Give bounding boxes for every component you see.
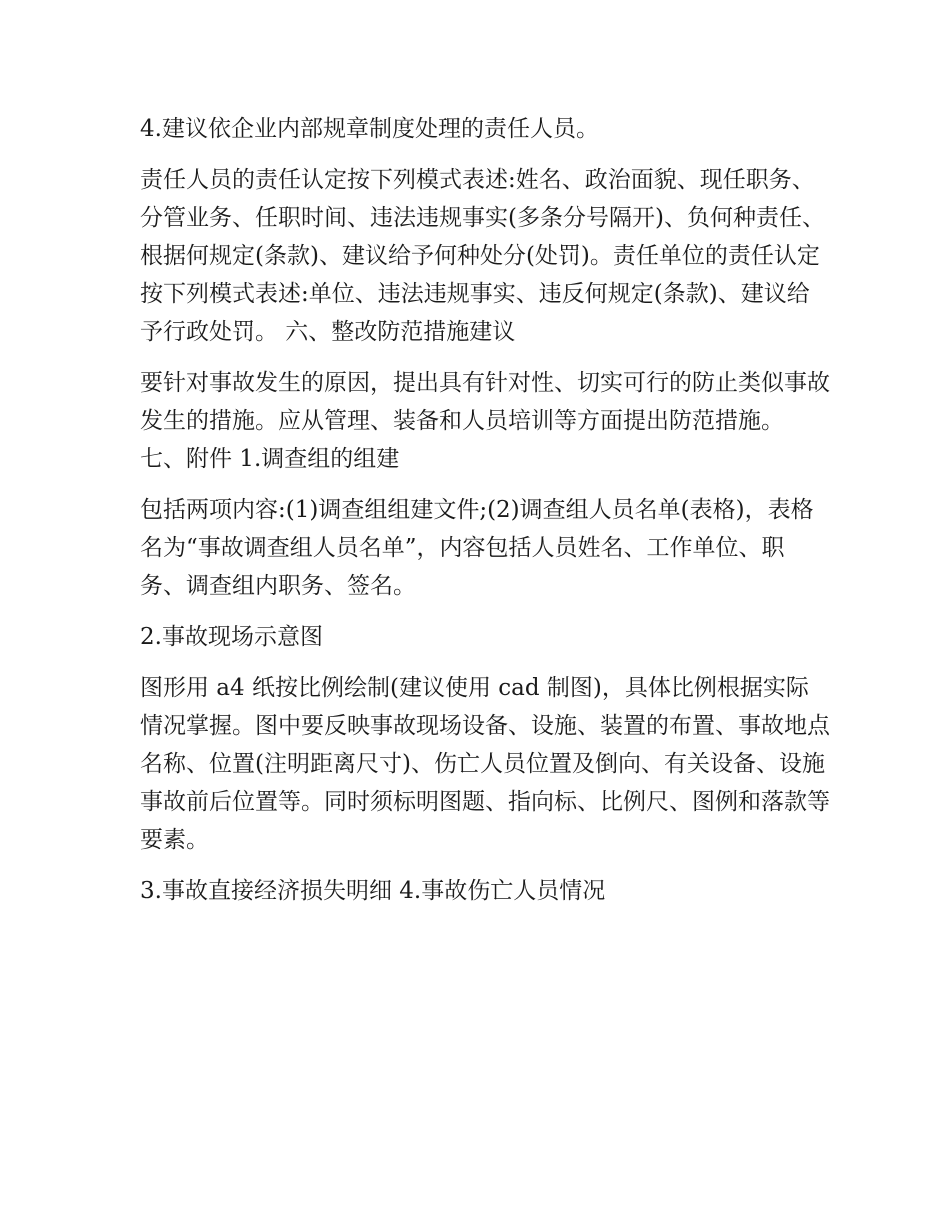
paragraph-attachments-3-4: 3.事故直接经济损失明细 4.事故伤亡人员情况 — [140, 878, 606, 904]
paragraph-prevention-measures: 要针对事故发生的原因，提出具有针对性、切实可行的防止类似事故发生的措施。应从管理、装备和人员培训等方面提出防范措施。 七、附件 1.调查组的组建 — [140, 370, 830, 472]
paragraph-responsibility-format: 责任人员的责任认定按下列模式表述:姓名、政治面貌、现任职务、分管业务、任职时间、违法违规事实(多条分号隔开)、负何种责任、根据何规定(条款)、建议给予何种处分(处罚)。责任单位的责任认定按下列模式表述:单位、违法违规事实、违反何规定(条款)、建议给予行政处罚。 六、整改防范措施建议 — [140, 167, 825, 345]
paragraph-site-diagram-details: 图形用 a4 纸按比例绘制(建议使用 cad 制图)，具体比例根据实际情况掌握。图中要反映事故现场设备、设施、装置的布置、事故地点名称、位置(注明距离尺寸)、伤亡人员位置及倒向、有关设备、设施事故前后位置等。同时须标明图题、指向标、比例尺、图例和落款等要素。 — [140, 675, 830, 853]
document-body — [140, 110, 830, 923]
paragraph-responsible-persons-heading: 4.建议依企业内部规章制度处理的责任人员。 — [140, 116, 599, 142]
paragraph-investigation-team: 包括两项内容:(1)调查组组建文件;(2)调查组人员名单(表格)，表格名为“事故调查组人员名单”，内容包括人员姓名、工作单位、职务、调查组内职务、签名。 — [140, 497, 814, 599]
paragraph-site-diagram-heading: 2.事故现场示意图 — [140, 624, 323, 650]
